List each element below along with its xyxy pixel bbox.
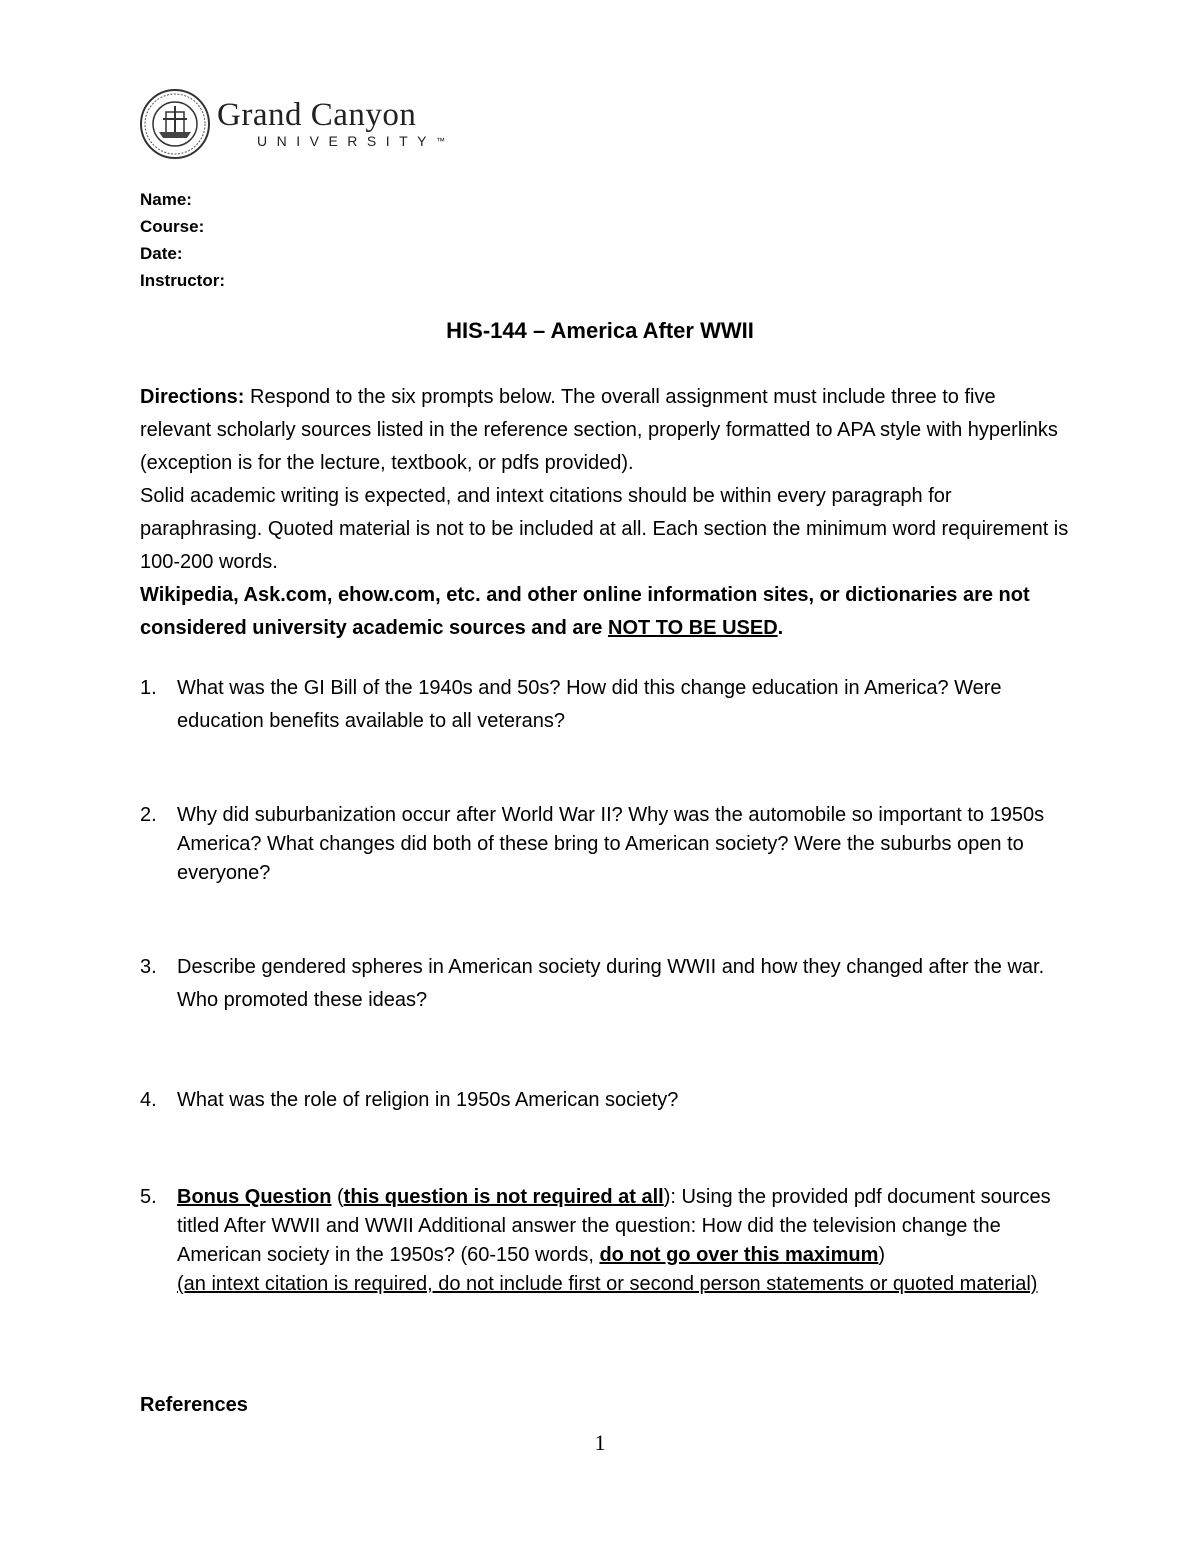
warning-end: . xyxy=(777,617,784,639)
university-seal-icon xyxy=(139,88,211,160)
page-number: 1 xyxy=(594,1430,606,1455)
directions-paragraph-2: Solid academic writing is expected, and intext citations should be within every paragraph for paraphrasing. Quoted material is not to be included at all. Each section the minimum word requirement is 100-200 words. xyxy=(140,485,1069,573)
student-info-fields xyxy=(140,186,225,294)
question-text: What was the role of religion in 1950s American society? xyxy=(177,1089,679,1111)
bonus-question xyxy=(140,1183,1070,1299)
question-number: 1. xyxy=(140,677,157,699)
question-text: Describe gendered spheres in American society during WWII and how they changed after the war. Who promoted these ideas? xyxy=(177,956,1045,1011)
question-text: Why did suburbanization occur after World War II? Why was the automobile so important to 1950s America? What changes did both of these bring to American society? Were the suburbs open to everyone? xyxy=(177,804,1045,884)
bonus-close-paren: ) xyxy=(878,1244,886,1266)
trademark-symbol: ™ xyxy=(436,136,446,146)
name-label: Name: xyxy=(140,190,192,209)
directions-paragraph-1 xyxy=(140,381,1070,480)
bonus-open-paren: ( xyxy=(331,1186,344,1208)
course-label: Course: xyxy=(140,217,205,236)
citation-note: (an intext citation is required, do not include first or second person statements or quoted material) xyxy=(177,1273,1038,1295)
bonus-label: Bonus Question xyxy=(177,1186,332,1208)
university-wordmark xyxy=(217,98,445,150)
directions-text-1: Respond to the six prompts below. The overall assignment must include three to five relevant scholarly sources listed in the reference section, properly formatted to APA style with hyperlinks (exception is for the lecture, textbook, or pdfs provided). xyxy=(140,386,1058,474)
question-2 xyxy=(140,801,1070,888)
university-logo xyxy=(139,88,445,160)
not-required-note: this question is not required at all xyxy=(343,1186,664,1208)
question-4 xyxy=(140,1084,1070,1117)
wordmark-line2 xyxy=(257,132,445,150)
document-title: HIS-144 – America After WWII xyxy=(446,318,754,343)
date-label: Date: xyxy=(140,244,183,263)
sources-warning xyxy=(140,579,1070,645)
wordmark-line1: Grand Canyon xyxy=(217,97,417,133)
directions-label: Directions: xyxy=(140,386,245,408)
instructor-label: Instructor: xyxy=(140,271,225,290)
question-number: 4. xyxy=(140,1089,157,1111)
bonus-question-text xyxy=(177,1183,1070,1299)
question-text: What was the GI Bill of the 1940s and 50s? How did this change education in America? Were education benefits available to all veterans? xyxy=(177,677,1002,732)
warning-text: Wikipedia, Ask.com, ehow.com, etc. and other online information sites, or dictionaries are not considered university academic sources and are xyxy=(140,584,1030,639)
question-number: 2. xyxy=(140,804,157,826)
bonus-question-body: ): Using the provided pdf document sources titled After WWII and WWII Additional answer the question: How did the television change the American society in the 1950s? (60-150 words, xyxy=(177,1186,1051,1266)
directions-section xyxy=(140,381,1070,645)
question-1 xyxy=(140,672,1070,738)
question-3 xyxy=(140,951,1070,1017)
maximum-note: do not go over this maximum xyxy=(599,1244,879,1266)
question-number: 3. xyxy=(140,956,157,978)
wordmark-university: UNIVERSITY xyxy=(257,133,437,149)
references-heading: References xyxy=(140,1394,248,1416)
not-to-be-used: NOT TO BE USED xyxy=(608,617,778,639)
question-number: 5. xyxy=(140,1186,157,1208)
